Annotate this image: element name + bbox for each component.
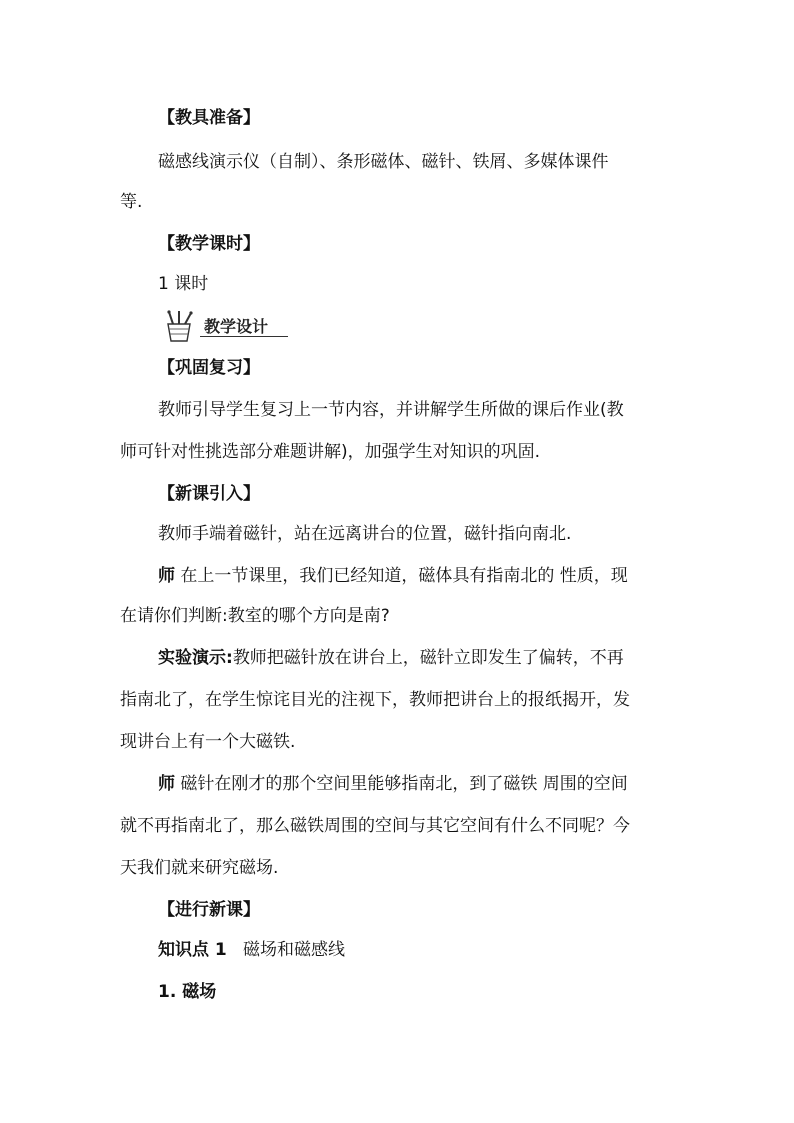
knowledge-title: 磁场和磁感线 (226, 940, 345, 960)
intro-paragraph-2-line-2: 在请你们判断:教室的哪个方向是南? (120, 606, 390, 626)
teacher-label: 师 (158, 566, 175, 586)
demo-line-1 (158, 646, 680, 670)
design-banner-text: 教学设计 (204, 317, 269, 336)
pencil-cup-icon (160, 310, 200, 342)
intro-paragraph-1: 教师手端着磁针，站在远离讲台的位置，磁针指向南北. (158, 524, 572, 544)
class-hours-heading: 【教学课时】 (158, 234, 260, 254)
teaching-aids-line-1: 磁感线演示仪（自制）、条形磁体、磁针、铁屑、多媒体课件 (158, 152, 609, 172)
intro-paragraph-2-line-1 (158, 564, 680, 588)
teacher-2-line-3: 天我们就来研究磁场. (120, 858, 279, 878)
new-lesson-heading: 【进行新课】 (158, 900, 260, 920)
teacher-2-line-1 (158, 772, 680, 796)
teacher-2-text: 磁针在刚才的那个空间里能够指南北，到了磁铁 周围的空间 (175, 774, 628, 794)
demo-line-3: 现讲台上有一个大磁铁. (120, 732, 296, 752)
banner-rule (200, 336, 288, 337)
review-line-2: 师可针对性挑选部分难题讲解)，加强学生对知识的巩固. (120, 442, 541, 462)
subsection-heading: 1. 磁场 (158, 982, 217, 1002)
demo-line-2: 指南北了，在学生惊诧目光的注视下，教师把讲台上的报纸揭开，发 (120, 690, 630, 710)
teaching-aids-line-2: 等. (120, 192, 143, 212)
review-line-1: 教师引导学生复习上一节内容，并讲解学生所做的课后作业(教 (158, 400, 624, 420)
intro-p2-text: 在上一节课里，我们已经知道，磁体具有指南北的 性质，现 (175, 566, 628, 586)
teaching-aids-heading: 【教具准备】 (158, 108, 260, 128)
demo-text: 教师把磁针放在讲台上，磁针立即发生了偏转，不再 (232, 648, 624, 668)
intro-heading: 【新课引入】 (158, 484, 260, 504)
review-heading: 【巩固复习】 (158, 358, 260, 378)
design-banner (160, 310, 288, 342)
teacher-label-2: 师 (158, 774, 175, 794)
knowledge-label: 知识点 1 (158, 940, 227, 960)
knowledge-point-line (158, 938, 680, 962)
class-hours-value: 1 课时 (158, 274, 209, 294)
demo-label: 实验演示: (158, 648, 233, 668)
teacher-2-line-2: 就不再指南北了，那么磁铁周围的空间与其它空间有什么不同呢？今 (120, 816, 630, 836)
